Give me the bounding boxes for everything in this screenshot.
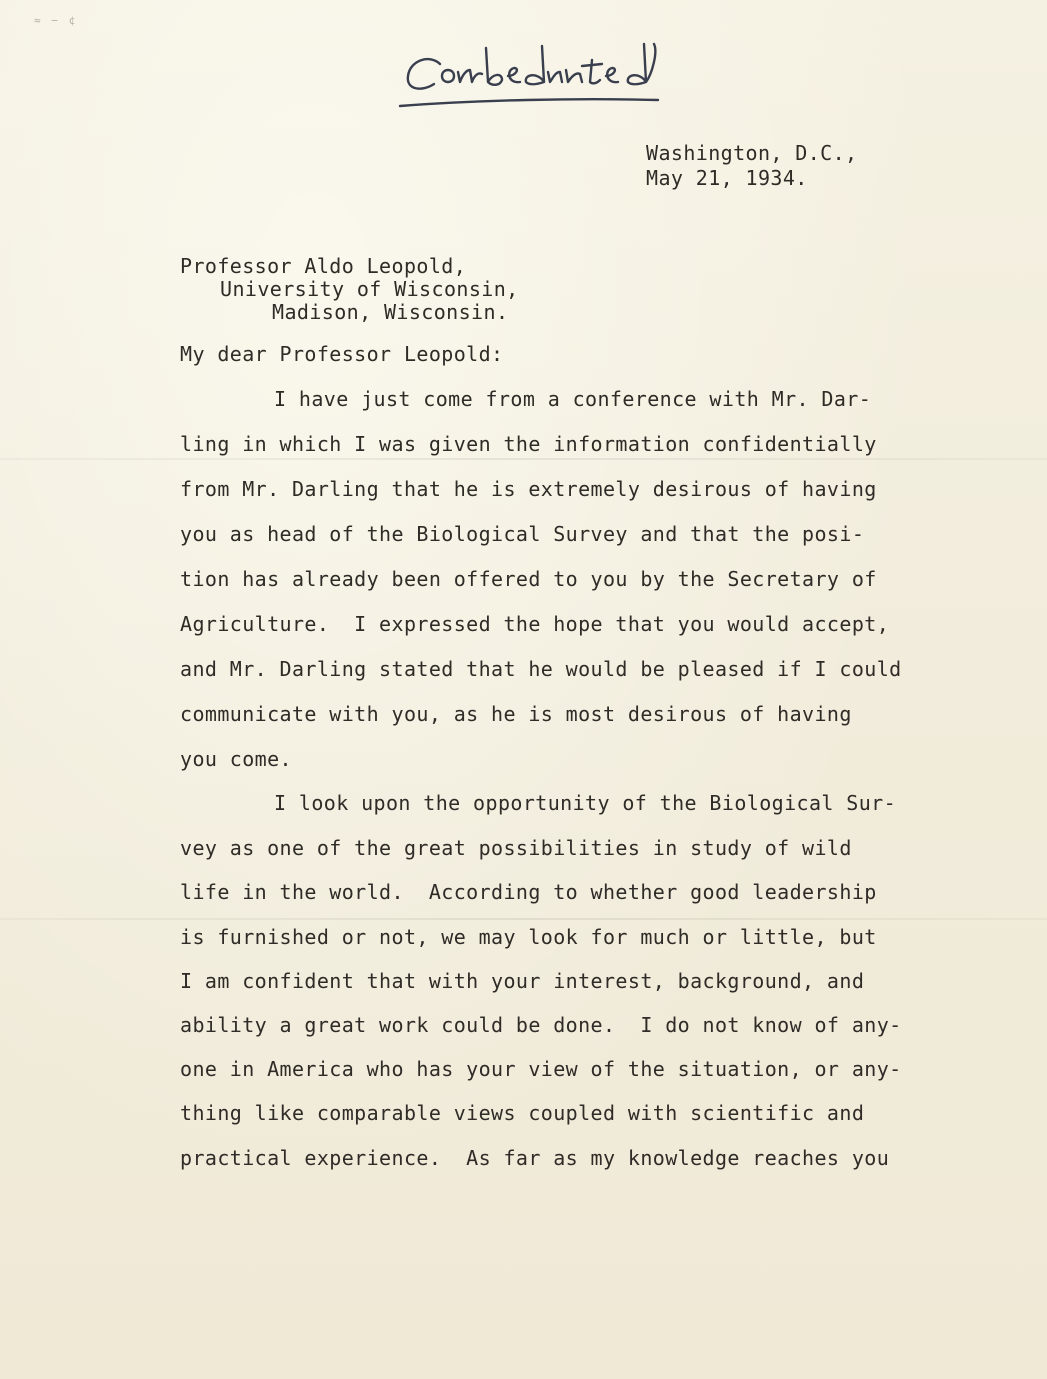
handwritten-confidential-note [396,30,686,110]
body-line: is furnished or not, we may look for much or little, but [180,925,877,949]
address-line-3: Madison, Wisconsin. [272,300,509,324]
body-line: ling in which I was given the information confidentially [180,432,877,456]
body-line: practical experience. As far as my knowledge reaches you [180,1146,890,1170]
body-line: tion has already been offered to you by the Secretary of [180,567,877,591]
body-line: you come. [180,747,292,771]
body-line: from Mr. Darling that he is extremely desirous of having [180,477,877,501]
dateline-date: May 21, 1934. [646,166,808,190]
salutation: My dear Professor Leopold: [180,342,504,366]
paper-fold [0,918,1047,920]
body-line: I am confident that with your interest, background, and [180,969,865,993]
body-line: thing like comparable views coupled with scientific and [180,1101,865,1125]
corner-mark: ≈ − ¢ [34,14,78,27]
body-line: Agriculture. I expressed the hope that you would accept, [180,612,890,636]
paper-fold [0,458,1047,460]
body-line: one in America who has your view of the situation, or any- [180,1057,902,1081]
body-line: I look upon the opportunity of the Biological Sur- [274,791,897,815]
address-line-2: University of Wisconsin, [220,277,519,301]
dateline-place: Washington, D.C., [646,141,858,165]
body-line: you as head of the Biological Survey and that the posi- [180,522,865,546]
body-line: ability a great work could be done. I do not know of any- [180,1013,902,1037]
body-line: and Mr. Darling stated that he would be pleased if I could [180,657,902,681]
body-line: life in the world. According to whether good leadership [180,880,877,904]
address-line-1: Professor Aldo Leopold, [180,254,467,278]
body-line: I have just come from a conference with Mr. Dar- [274,387,872,411]
body-line: vey as one of the great possibilities in study of wild [180,836,852,860]
body-line: communicate with you, as he is most desirous of having [180,702,852,726]
